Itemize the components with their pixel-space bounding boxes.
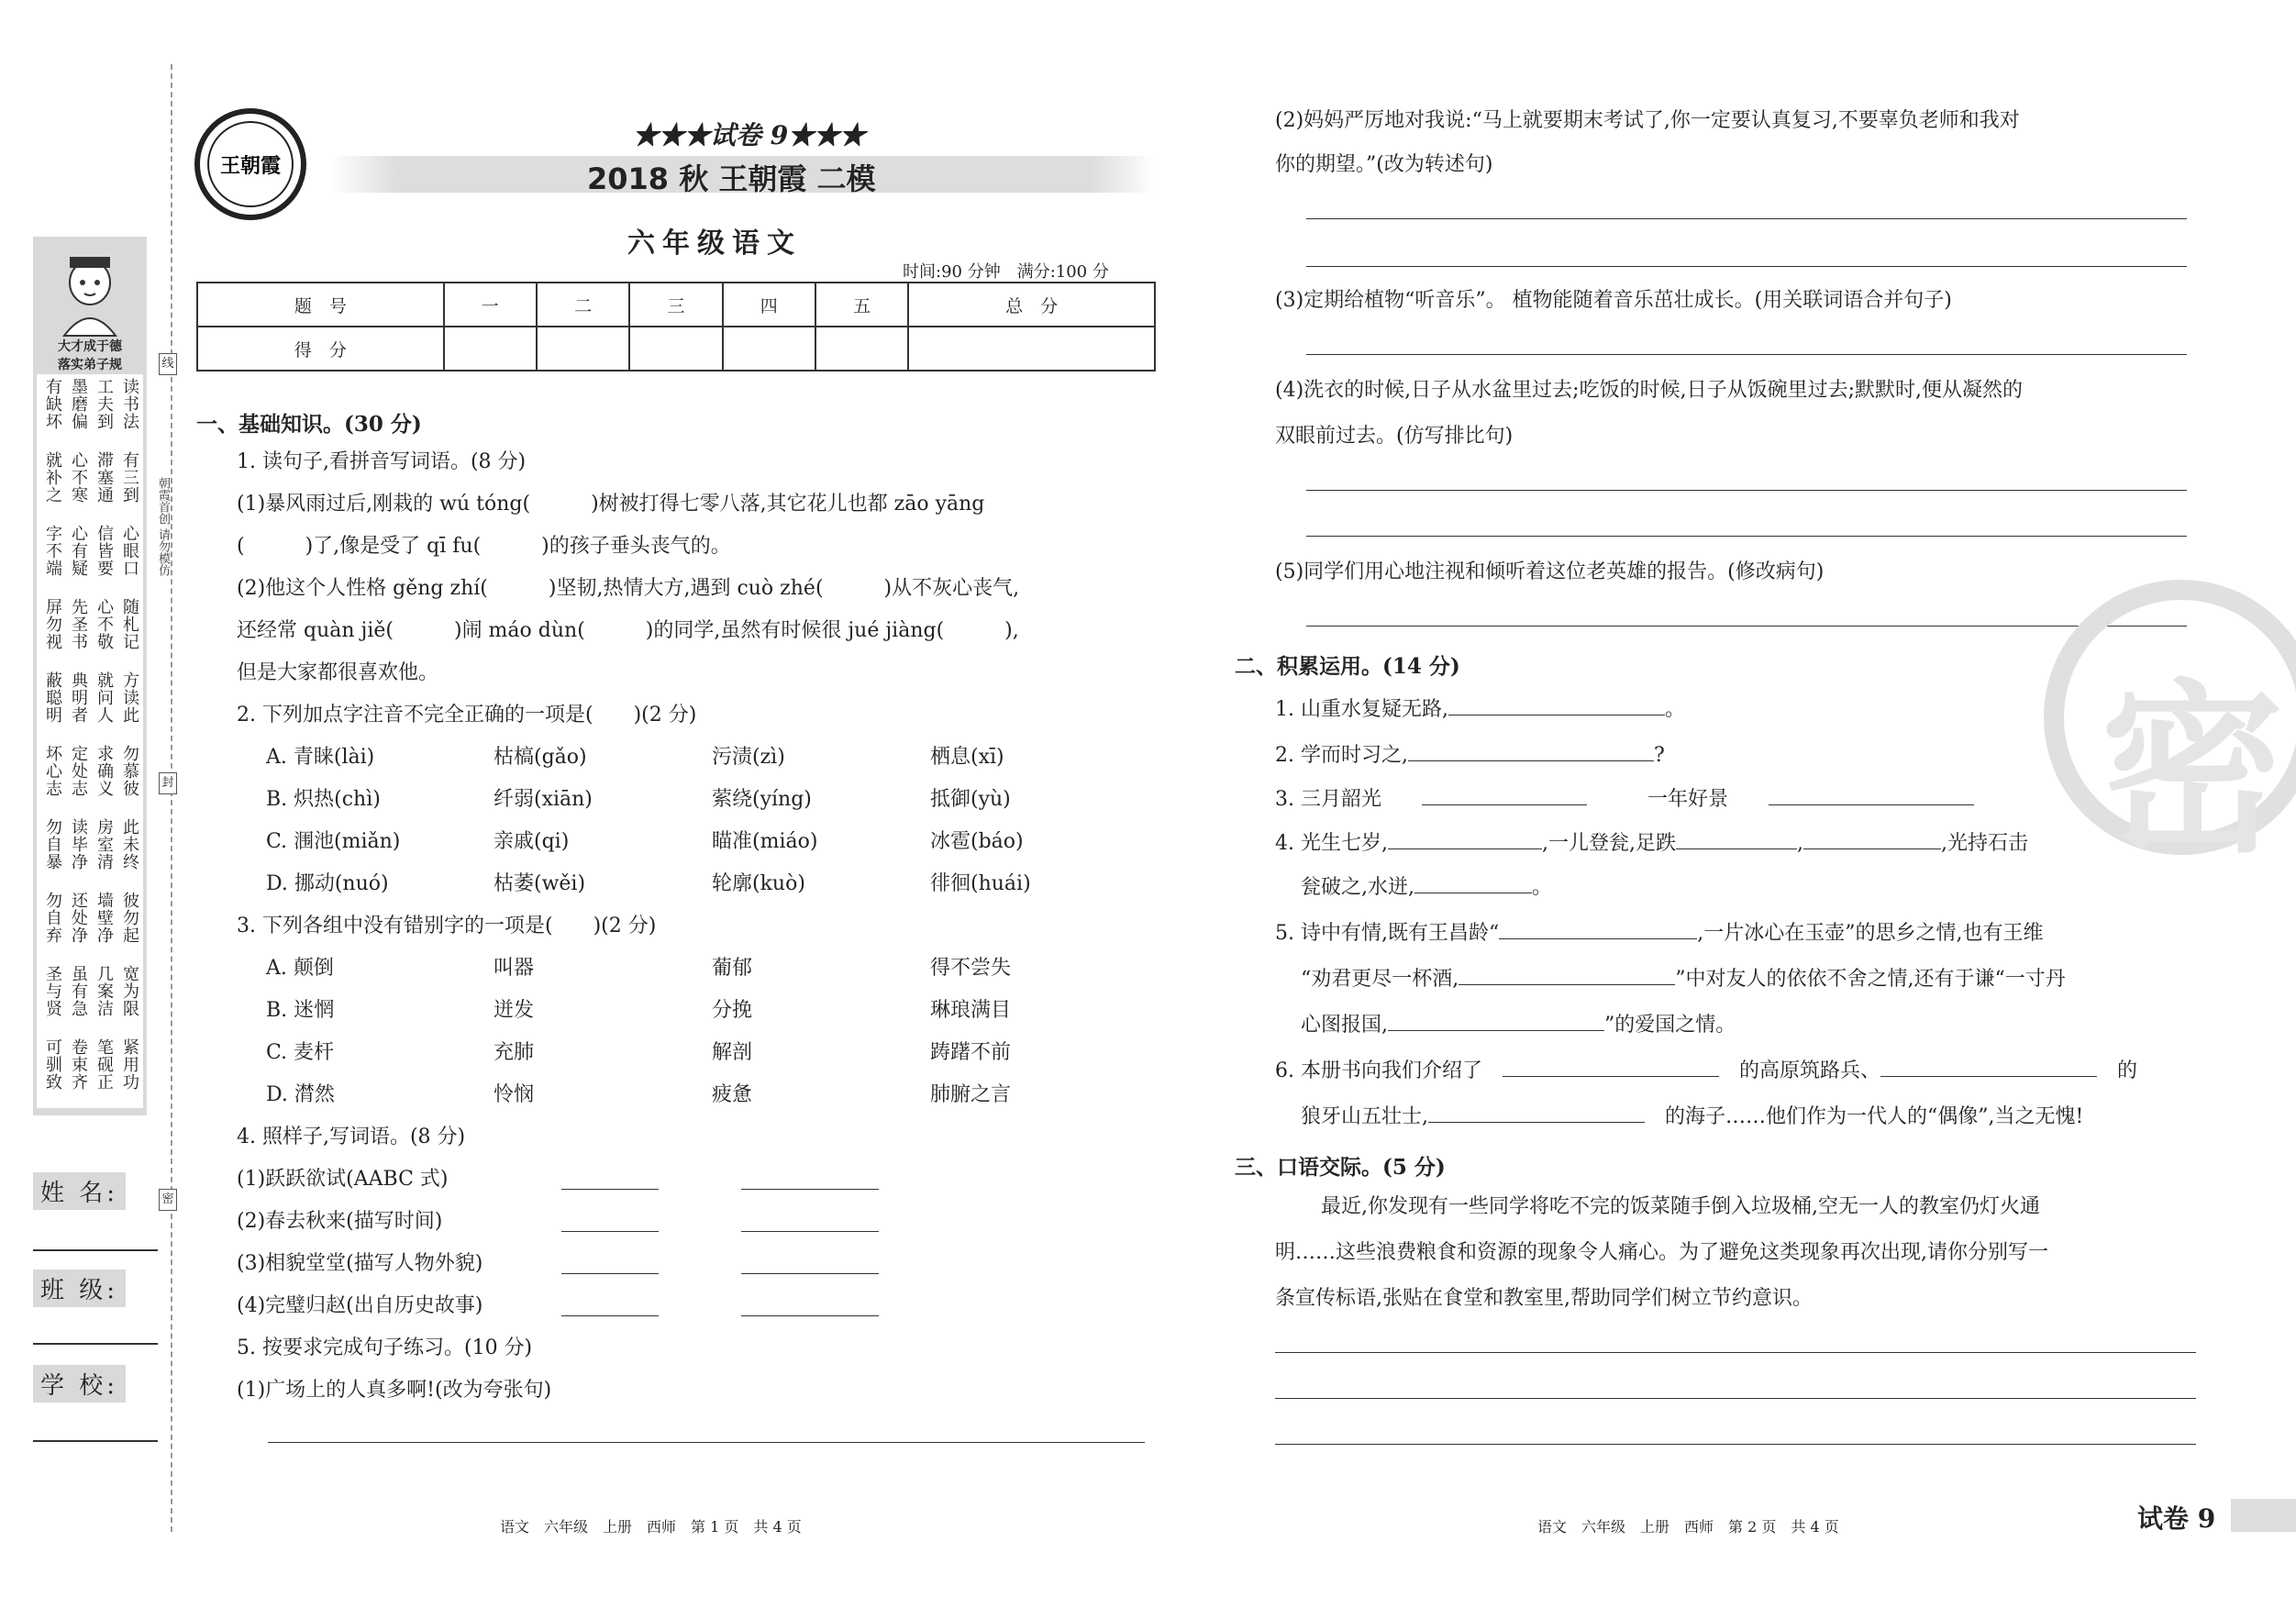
question-1-line-4: 还经常 quàn jiě( )闹 máo dùn( )的同学,虽然有时候很 jué jiàng( ), [237,619,1019,642]
option-item: 亲戚(qi) [494,830,570,853]
answer-line[interactable] [1275,1352,2196,1353]
fill-blank[interactable] [1428,1105,1645,1123]
question-1-line-3: (2)他这个人性格 gěng zhí( )坚韧,热情大方,遇到 cuò zhé( )从不灰心丧气, [237,577,1020,600]
answer-line[interactable] [1306,354,2187,355]
fill-text: 心图报国, [1301,1014,1388,1037]
question-1-line-1: (1)暴风雨过后,刚栽的 wú tóng( )树被打得七零八落,其它花儿也都 zāo yāng [237,493,985,516]
score-table [196,282,1156,372]
question-3: 3. 下列各组中没有错别字的一项是( )(2 分) [237,915,657,937]
score-cell[interactable] [723,327,815,371]
proverb-column: 就问人 [94,671,114,724]
score-table-header-row [197,283,1155,327]
table-cell: 三 [629,283,722,327]
motto-bottom: 落实弟子规 [58,358,122,372]
answer-blank[interactable] [741,1315,879,1316]
answer-blank[interactable] [561,1231,659,1232]
time-info: 时间:90 分钟 满分:100 分 [903,262,1109,282]
proverb-column: 心眼口 [120,525,139,577]
fill-item-5-cont-2 [1301,1013,1736,1038]
page-mark: 试卷 9 [2137,1503,2216,1534]
proverb-column: 还处净 [69,892,88,944]
option-item: 抵御(yù) [930,788,1011,811]
table-cell: 总 分 [908,283,1155,327]
fill-text: 瓮破之,水迸, [1301,876,1414,899]
binding-dashed-line [171,64,172,1532]
proverb-column: 坏心志 [43,745,62,797]
table-cell: 一 [444,283,537,327]
fill-item-2 [1275,743,1665,769]
option-item: C. 麦杆 [266,1041,335,1064]
answer-line[interactable] [1275,1444,2196,1445]
proverb-column: 心不寒 [69,451,88,504]
proverb-column: 房室清 [94,818,114,871]
question-2: 2. 下列加点字注音不完全正确的一项是( )(2 分) [237,704,697,726]
table-cell: 二 [537,283,629,327]
secret-stamp-char: 密 [2101,662,2285,878]
option-item: A. 青睐(lài) [266,746,375,769]
proverb-column: 卷束齐 [69,1038,88,1091]
fill-item-4-cont [1301,875,1552,901]
fill-text: 。 [1664,698,1685,721]
fill-text: 1. 山重水复疑无路, [1275,698,1448,721]
proverb-column: 读书法 [120,378,139,430]
fill-blank[interactable] [1676,832,1797,849]
proverb-column: 有三到 [120,451,139,504]
option-item: B. 炽热(chì) [266,788,381,811]
left-footer: 语文 六年级 上册 西师 第 1 页 共 4 页 [500,1518,802,1536]
answer-line[interactable] [1306,536,2187,537]
proverb-column: 随札记 [120,598,139,650]
paper-title: 2018 秋 王朝霞 二模 [587,161,876,196]
wangzhaoxia-logo-icon [193,106,308,222]
option-item: 枯萎(wěi) [494,872,586,895]
fill-item-6 [1275,1059,2137,1084]
score-cell[interactable] [629,327,722,371]
answer-blank[interactable] [561,1189,659,1190]
option-item: 肺腑之言 [930,1083,1012,1106]
section-3-title: 三、口语交际。(5 分) [1235,1155,1446,1180]
question-5-5: (5)同学们用心地注视和倾听着这位老英雄的报告。(修改病句) [1275,560,1825,583]
proverb-column: 墨磨偏 [69,378,88,430]
fill-text: ,一儿登瓮,足跌 [1541,832,1676,855]
fill-text: 的海子……他们作为一代人的“偶像”,当之无愧! [1665,1105,2084,1128]
school-label: 学 校: [33,1365,126,1403]
question-5-2-line-1: (2)妈妈严厉地对我说:“马上就要期末考试了,你一定要认真复习,不要辜负老师和我对 [1275,109,2020,132]
fill-text: , [1796,832,1803,855]
fill-blank[interactable] [1448,698,1665,715]
answer-blank[interactable] [741,1231,879,1232]
option-item: 怜悯 [494,1083,535,1106]
proverb-column: 墙壁净 [94,892,114,944]
fill-blank[interactable] [1880,1059,2097,1077]
fill-blank[interactable] [1388,1014,1604,1031]
question-1: 1. 读句子,看拼音写词语。(8 分) [237,450,527,473]
option-item: 瞄准(miáo) [712,830,818,853]
answer-line[interactable] [1306,266,2187,267]
fill-text: 。 [1532,876,1553,899]
option-item: B. 迷惘 [266,999,335,1022]
option-item: D. 潸然 [266,1083,335,1106]
proverb-column: 几案洁 [94,965,114,1017]
word-item: (3)相貌堂堂(描写人物外貌) [237,1252,483,1275]
option-item: A. 颠倒 [266,957,334,980]
table-cell: 得 分 [197,327,444,371]
proverb-column: 勿慕彼 [120,745,139,797]
question-5-4-line-1: (4)洗衣的时候,日子从水盆里过去;吃饭的时候,日子从饭碗里过去;默默时,便从凝然的 [1275,379,2023,402]
option-item: 轮廓(kuò) [712,872,805,895]
question-5-3: (3)定期给植物“听音乐”。 植物能随着音乐茁壮成长。(用关联词语合并句子) [1275,289,1952,312]
proverb-column: 滞塞通 [94,451,114,504]
proverb-column: 就补之 [43,451,62,504]
proverb-column: 宽为限 [120,965,139,1017]
fill-text: ”的爱国之情。 [1604,1014,1736,1037]
answer-line[interactable] [1306,626,2187,627]
score-cell[interactable] [537,327,629,371]
binding-mark-line: 线 [159,353,177,375]
fill-blank[interactable] [1769,788,1974,805]
binding-notice: 朝霞首创 请勿模仿 [156,477,170,577]
question-4: 4. 照样子,写词语。(8 分) [237,1126,466,1148]
fill-text: 4. 光生七岁, [1275,832,1388,855]
option-item: 分挽 [712,999,753,1022]
fill-blank[interactable] [1388,832,1542,849]
fill-text: ,一片冰心在玉壶”的思乡之情,也有王维 [1697,922,2044,945]
motto-top: 大才成于德 [58,339,122,354]
word-item: (4)完璧归赵(出自历史故事) [237,1294,483,1317]
table-cell: 题 号 [197,283,444,327]
option-item: 得不尝失 [930,957,1012,980]
proverb-column: 有缺坏 [43,378,62,430]
fill-text: 一年好景 [1647,788,1729,811]
proverb-column: 蔽聪明 [43,671,62,724]
section-2-title: 二、积累运用。(14 分) [1235,654,1460,679]
proverb-column: 工夫到 [94,378,114,430]
answer-line[interactable] [1275,1398,2196,1399]
proverb-column: 求确义 [94,745,114,797]
fill-text: “劝君更尽一杯酒, [1301,968,1459,991]
proverb-column: 可驯致 [43,1038,62,1091]
fill-text: 2. 学而时习之, [1275,744,1408,767]
answer-blank[interactable] [561,1315,659,1316]
fill-item-4 [1275,831,2028,857]
logo-text: 王朝霞 [219,154,282,178]
option-item: 迸发 [494,999,535,1022]
option-item: 踌躇不前 [930,1041,1012,1064]
fill-text: 3. 三月韶光 [1275,788,1381,811]
answer-blank[interactable] [741,1189,879,1190]
name-label: 姓 名: [33,1172,126,1210]
fill-blank[interactable] [1408,744,1654,761]
proverb-column: 先圣书 [69,598,88,650]
fill-item-6-cont [1301,1104,2083,1130]
option-item: 萦绕(yíng) [712,788,812,811]
option-item: C. 涠池(miǎn) [266,830,401,853]
score-cell[interactable] [908,327,1155,371]
oral-para-line-1: 最近,你发现有一些同学将吃不完的饭菜随手倒入垃圾桶,空无一人的教室仍灯火通 [1321,1195,2040,1218]
fill-blank[interactable] [1803,832,1941,849]
oral-para-line-3: 条宣传标语,张贴在食堂和教室里,帮助同学们树立节约意识。 [1275,1287,1813,1310]
answer-blank[interactable] [561,1273,659,1274]
proverb-column: 典明者 [69,671,88,724]
question-1-line-5: 但是大家都很喜欢他。 [237,661,439,684]
oral-para-line-2: 明……这些浪费粮食和资源的现象令人痛心。为了避免这类现象再次出现,请你分别写一 [1275,1241,2048,1264]
proverb-column: 圣与贤 [43,965,62,1017]
fill-text: 6. 本册书向我们介绍了 [1275,1059,1482,1082]
answer-blank[interactable] [741,1273,879,1274]
fill-item-5 [1275,921,2043,947]
paper-badge: ★★★试卷 9★★★ [633,120,866,150]
option-item: 徘徊(huái) [930,872,1031,895]
fill-blank[interactable] [1499,922,1697,939]
option-item: 纤弱(xiān) [494,788,593,811]
sidebar-motto [37,338,143,374]
table-cell: 四 [723,283,815,327]
question-5-4-line-2: 双眼前过去。(仿写排比句) [1275,425,1514,448]
fill-blank[interactable] [1503,1059,1719,1077]
class-label: 班 级: [33,1270,126,1307]
score-cell[interactable] [815,327,908,371]
proverb-column: 心不敬 [94,598,114,650]
option-item: 枯槁(gǎo) [494,746,587,769]
proverb-column: 虽有急 [69,965,88,1017]
score-table-score-row [197,327,1155,371]
proverb-column: 勿自弃 [43,892,62,944]
proverb-column: 心有疑 [69,525,88,577]
fill-text: 狼牙山五壮士, [1301,1105,1428,1128]
section-1-title: 一、基础知识。(30 分) [196,412,422,437]
question-5-1: (1)广场上的人真多啊!(改为夸张句) [237,1379,552,1402]
word-item: (1)跃跃欲试(AABC 式) [237,1168,449,1191]
fill-text: ? [1653,744,1665,767]
option-item: 解剖 [712,1041,753,1064]
proverb-column: 字不端 [43,525,62,577]
question-1-line-2: ( )了,像是受了 qī fu( )的孩子垂头丧气的。 [237,535,731,558]
binding-mark-secret: 密 [159,1189,177,1211]
proverb-column: 勿自暴 [43,818,62,871]
fill-text: 的 [2117,1059,2138,1082]
option-item: 叫器 [494,957,535,980]
answer-line[interactable] [1306,490,2187,491]
option-item: 疲惫 [712,1083,753,1106]
option-item: 冰雹(báo) [930,830,1024,853]
proverb-column: 定处志 [69,745,88,797]
proverb-column: 此未终 [120,818,139,871]
score-cell[interactable] [444,327,537,371]
option-item: 充肺 [494,1041,535,1064]
fill-text: ”中对友人的依依不舍之情,还有于谦“一寸丹 [1675,968,2066,991]
proverb-column: 屏勿视 [43,598,62,650]
fill-blank[interactable] [1422,788,1587,805]
proverb-column: 紧用功 [120,1038,139,1091]
answer-line[interactable] [268,1442,1145,1443]
table-cell: 五 [815,283,908,327]
fill-item-5-cont-1 [1301,967,2066,993]
proverb-column: 彼勿起 [120,892,139,944]
proverb-column: 方读此 [120,671,139,724]
fill-blank[interactable] [1459,968,1675,985]
option-item: D. 挪动(nuó) [266,872,389,895]
fill-item-1 [1275,697,1685,723]
question-5: 5. 按要求完成句子练习。(10 分) [237,1336,533,1359]
word-item: (2)春去秋来(描写时间) [237,1210,443,1233]
proverb-column: 笔砚正 [94,1038,114,1091]
question-5-2-line-2: 你的期望。”(改为转述句) [1275,153,1493,176]
name-input-line[interactable] [33,1249,158,1251]
option-item: 葡郁 [712,957,753,980]
binding-mark-seal: 封 [159,772,177,794]
fill-item-3 [1275,787,1974,813]
proverb-column: 读毕净 [69,818,88,871]
option-item: 污渍(zì) [712,746,785,769]
right-footer: 语文 六年级 上册 西师 第 2 页 共 4 页 [1537,1518,1839,1536]
school-input-line[interactable] [33,1440,158,1442]
answer-line[interactable] [1306,218,2187,219]
fill-text: ,光持石击 [1940,832,2028,855]
class-input-line[interactable] [33,1343,158,1345]
option-item: 栖息(xī) [930,746,1004,769]
subject-title: 六年级语文 [627,227,802,260]
fill-blank[interactable] [1414,876,1532,893]
fill-text: 的高原筑路兵、 [1739,1059,1881,1082]
proverb-column: 信皆要 [94,525,114,577]
option-item: 琳琅满目 [930,999,1012,1022]
page-mark-bar [2231,1499,2296,1532]
fill-text: 5. 诗中有情,既有王昌龄“ [1275,922,1500,945]
scholar-mascot-icon [42,246,138,338]
